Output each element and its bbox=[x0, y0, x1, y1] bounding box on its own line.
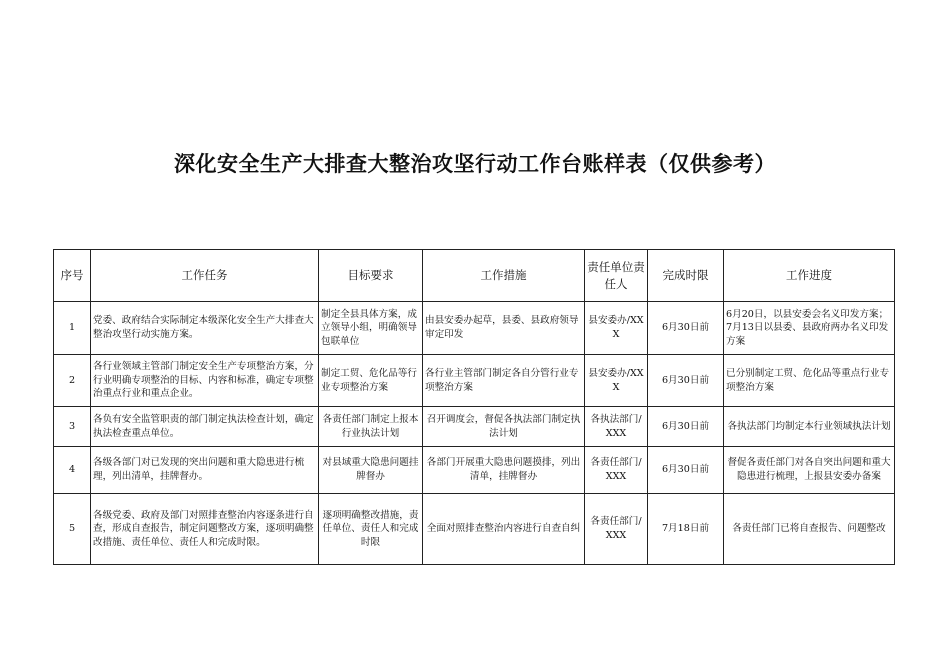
cell-no: 4 bbox=[54, 447, 91, 494]
cell-progress: 已分别制定工贸、危化品等重点行业专项整治方案 bbox=[724, 355, 895, 407]
cell-goal: 制定全县具体方案，成立领导小组，明确领导包联单位 bbox=[319, 302, 423, 355]
cell-no: 1 bbox=[54, 302, 91, 355]
cell-measure: 各部门开展重大隐患问题摸排，列出清单，挂牌督办 bbox=[423, 447, 585, 494]
header-no: 序号 bbox=[54, 250, 91, 302]
cell-goal: 对县域重大隐患问题挂牌督办 bbox=[319, 447, 423, 494]
cell-task: 党委、政府结合实际制定本级深化安全生产大排查大整治攻坚行动实施方案。 bbox=[91, 302, 319, 355]
table-row bbox=[54, 407, 895, 447]
cell-measure: 各行业主管部门制定各自分管行业专项整治方案 bbox=[423, 355, 585, 407]
cell-goal: 制定工贸、危化品等行业专项整治方案 bbox=[319, 355, 423, 407]
cell-deadline: 6月30日前 bbox=[648, 355, 724, 407]
cell-measure: 全面对照排查整治内容进行自查自纠 bbox=[423, 494, 585, 565]
header-deadline: 完成时限 bbox=[648, 250, 724, 302]
header-measure: 工作措施 bbox=[423, 250, 585, 302]
header-goal: 目标要求 bbox=[319, 250, 423, 302]
cell-progress: 6月20日，以县安委会名义印发方案；7月13日以县委、县政府两办名义印发方案 bbox=[724, 302, 895, 355]
document-title: 深化安全生产大排查大整治攻坚行动工作台账样表（仅供参考） bbox=[174, 152, 776, 176]
cell-goal: 逐项明确整改措施，责任单位、责任人和完成时限 bbox=[319, 494, 423, 565]
cell-owner: 县安委办/XXX bbox=[585, 355, 648, 407]
header-owner: 责任单位责任人 bbox=[585, 250, 648, 302]
cell-no: 5 bbox=[54, 494, 91, 565]
cell-measure: 召开调度会，督促各执法部门制定执法计划 bbox=[423, 407, 585, 447]
cell-owner: 各执法部门/XXX bbox=[585, 407, 648, 447]
cell-deadline: 6月30日前 bbox=[648, 407, 724, 447]
cell-owner: 县安委办/XXX bbox=[585, 302, 648, 355]
cell-deadline: 6月30日前 bbox=[648, 447, 724, 494]
table-row bbox=[54, 494, 895, 565]
cell-progress: 督促各责任部门对各自突出问题和重大隐患进行梳理，上报县安委办备案 bbox=[724, 447, 895, 494]
cell-progress: 各执法部门均制定本行业领域执法计划 bbox=[724, 407, 895, 447]
header-row bbox=[54, 250, 895, 302]
cell-measure: 由县安委办起草，县委、县政府领导审定印发 bbox=[423, 302, 585, 355]
cell-task: 各负有安全监管职责的部门制定执法检查计划，确定执法检查重点单位。 bbox=[91, 407, 319, 447]
cell-task: 各级党委、政府及部门对照排查整治内容逐条进行自查，形成自查报告，制定问题整改方案，逐项明确整改措施、责任单位、责任人和完成时限。 bbox=[91, 494, 319, 565]
cell-task: 各级各部门对已发现的突出问题和重大隐患进行梳理，列出清单，挂牌督办。 bbox=[91, 447, 319, 494]
table-row bbox=[54, 302, 895, 355]
table-row bbox=[54, 447, 895, 494]
cell-goal: 各责任部门制定上报本行业执法计划 bbox=[319, 407, 423, 447]
ledger-table bbox=[53, 249, 895, 565]
cell-owner: 各责任部门/XXX bbox=[585, 494, 648, 565]
cell-progress: 各责任部门已将自查报告、问题整改 bbox=[724, 494, 895, 565]
header-progress: 工作进度 bbox=[724, 250, 895, 302]
cell-owner: 各责任部门/XXX bbox=[585, 447, 648, 494]
cell-no: 3 bbox=[54, 407, 91, 447]
cell-deadline: 6月30日前 bbox=[648, 302, 724, 355]
cell-task: 各行业领域主管部门制定安全生产专项整治方案，分行业明确专项整治的目标、内容和标准，确定专项整治重点行业和重点企业。 bbox=[91, 355, 319, 407]
header-task: 工作任务 bbox=[91, 250, 319, 302]
table-row bbox=[54, 355, 895, 407]
cell-deadline: 7月18日前 bbox=[648, 494, 724, 565]
cell-no: 2 bbox=[54, 355, 91, 407]
